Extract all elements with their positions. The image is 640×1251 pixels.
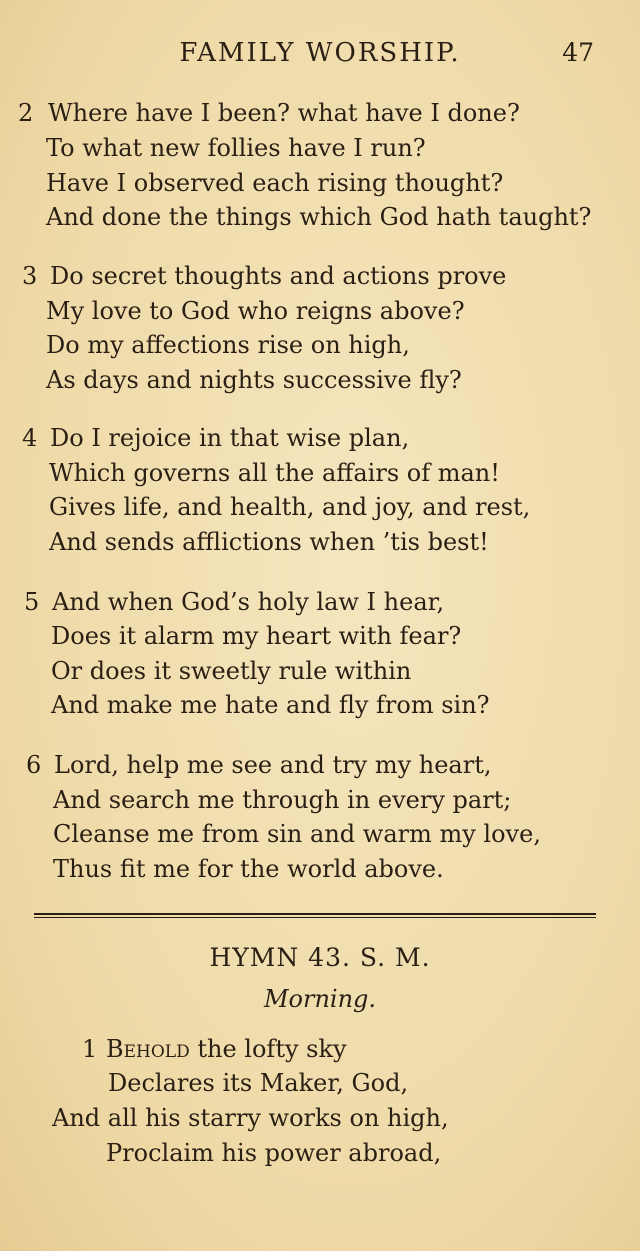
- stanza-number: 2: [18, 99, 34, 127]
- verse-line: Where have I been? what have I done?: [48, 99, 520, 127]
- stanza-number: 6: [26, 751, 42, 779]
- verse-line: And done the things which God hath taught?: [46, 203, 592, 231]
- verse-line: Lord, help me see and try my heart,: [54, 751, 492, 779]
- page-number: 47: [562, 38, 594, 67]
- verse-line: Do I rejoice in that wise plan,: [50, 424, 410, 452]
- verse-line: Thus fit me for the world above.: [53, 855, 444, 883]
- verse-line: And all his starry works on high,: [52, 1104, 449, 1132]
- verse-line: As days and nights successive fly?: [46, 366, 462, 394]
- hymn-title: HYMN 43. S. M.: [209, 943, 431, 972]
- verse-line: Declares its Maker, God,: [108, 1069, 409, 1097]
- verse-line: And sends afflictions when ’tis best!: [49, 528, 489, 556]
- stanza-number: 4: [22, 424, 38, 452]
- verse-line: And make me hate and fly from sin?: [51, 691, 490, 719]
- verse-line: Proclaim his power abroad,: [106, 1139, 442, 1167]
- verse-line: Cleanse me from sin and warm my love,: [53, 820, 541, 848]
- verse-line: Or does it sweetly rule within: [51, 657, 412, 685]
- verse-line: Gives life, and health, and joy, and rest,: [49, 493, 531, 521]
- verse-line: Do secret thoughts and actions prove: [50, 262, 507, 290]
- verse-line: Which governs all the affairs of man!: [49, 459, 500, 487]
- verse-line: Do my affections rise on high,: [46, 331, 410, 359]
- verse-line: [106, 1037, 347, 1061]
- stanza-number: 3: [22, 262, 38, 290]
- section-divider: [34, 913, 596, 918]
- verse-line: Does it alarm my heart with fear?: [51, 622, 462, 650]
- stanza-number: 1: [82, 1035, 98, 1063]
- verse-line: And search me through in every part;: [53, 786, 512, 814]
- stanza-number: 5: [24, 588, 40, 616]
- verse-line: Have I observed each rising thought?: [46, 169, 504, 197]
- first-word: Behold: [106, 1035, 190, 1063]
- verse-line: To what new follies have I run?: [46, 134, 426, 162]
- running-header: FAMILY WORSHIP.: [179, 38, 461, 68]
- verse-line: My love to God who reigns above?: [46, 297, 465, 325]
- hymn-subtitle: Morning.: [263, 985, 377, 1013]
- verse-line: And when God’s holy law I hear,: [52, 588, 445, 616]
- verse-line-rest: the lofty sky: [197, 1035, 347, 1063]
